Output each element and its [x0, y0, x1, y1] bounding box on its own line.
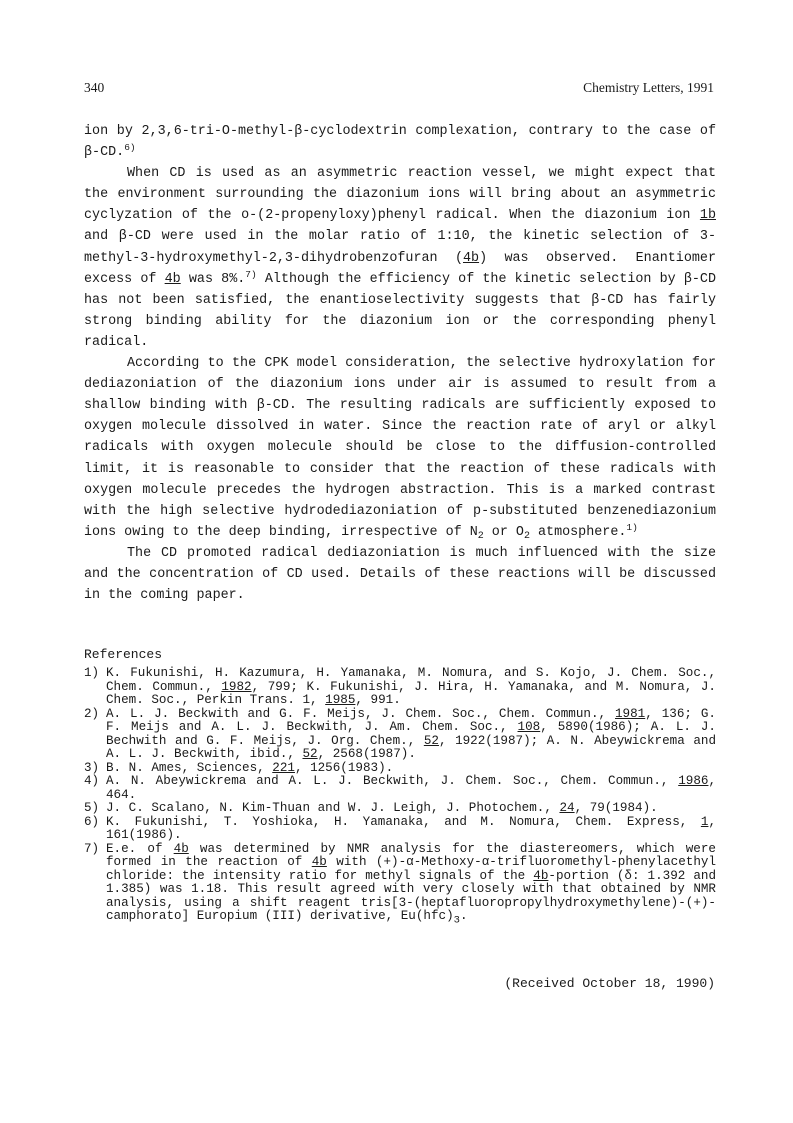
reference-text: , 79(1984).: [574, 801, 658, 815]
compound-label: 1b: [699, 208, 716, 224]
p2-text-e: ) was observed. Enantiomer excess of: [84, 250, 716, 287]
subscript: 2: [523, 530, 530, 542]
reference-text: was determined by NMR analysis for the diastereomers, which were formed in the reaction of: [106, 841, 716, 869]
compound-label: 4b: [462, 250, 480, 266]
reference-volume: 24: [559, 801, 575, 815]
reference-volume: 108: [517, 720, 541, 734]
reference-text: , 799; K. Fukunishi, J. Hira, H. Yamanaka, and M. Nomura, J. Chem. Soc., Perkin Trans. 1,: [106, 679, 716, 707]
compound-label: 4b: [311, 855, 327, 869]
reference-text: -portion (δ: 1.392 and 1.385) was 1.18. This result agreed with very closely with that obtained by NMR analysis, using a shift reagent tris[3-(heptafluoropropylhydroxymethylene)-(+)-camphorato] Europium (III) derivative, Eu(hfc): [106, 868, 716, 923]
reference-number: 2): [84, 706, 100, 721]
reference-item: [84, 667, 716, 708]
paragraph-1: [84, 121, 716, 163]
citation-6: 6): [124, 142, 136, 154]
reference-year: 1986: [678, 774, 709, 788]
reference-item: [84, 816, 716, 843]
compound-label: 4b: [164, 271, 181, 287]
reference-number: 6): [84, 814, 100, 829]
p2-text-g: was 8%.: [180, 271, 246, 287]
article-body: [84, 121, 716, 606]
reference-number: 7): [84, 841, 100, 856]
p3-text-c: atmosphere.: [529, 524, 627, 540]
citation-1: 1): [626, 521, 638, 533]
p3-text-b: or O: [483, 524, 524, 540]
reference-text: E.e. of: [106, 841, 174, 856]
reference-text: , 161(1986).: [106, 814, 716, 842]
reference-number: 4): [84, 774, 100, 788]
reference-text: A. N. Abeywickrema and A. L. J. Beckwith, J. Chem. Soc., Chem. Commun.,: [106, 774, 679, 788]
reference-text: J. C. Scalano, N. Kim-Thuan and W. J. Leigh, J. Photochem.,: [106, 801, 560, 815]
reference-text: , 5890(1986); A. L. J. Bechwith and G. F. Meijs, J. Org. Chem.,: [106, 720, 716, 748]
reference-text: B. N. Ames, Sciences,: [106, 760, 273, 775]
p3-text-a: According to the CPK model consideration, the selective hydroxylation for dediazoniation of the diazonium ions under air is assumed to result from a shallow binding with β-CD. The resulting radicals are sufficiently exposed to oxygen molecule dissolved in water. Since the reaction rate of aryl or alkyl radicals with oxygen molecule should be close to the diffusion-controlled limit, it is reasonable to consider that the reaction of these radicals with oxygen molecule precedes the hydrogen abstraction. This is a marked contrast with the high selective hydrodediazoniation of p-substituted benzenediazonium ions owing to the deep binding, irrespective of N: [84, 356, 716, 540]
citation-7: 7): [245, 268, 257, 280]
reference-volume: 52: [423, 733, 439, 748]
paragraph-2: [84, 163, 716, 353]
p2-text-c: and β-CD were used in the molar ratio of 1:10, the kinetic selection of 3-methyl-3-hydroxymethyl-2,3-dihydrobenzofuran (: [84, 229, 716, 266]
reference-volume: 1: [700, 814, 709, 829]
reference-item: [84, 802, 716, 816]
subscript: 3: [453, 914, 460, 927]
reference-text: K. Fukunishi, H. Kazumura, H. Yamanaka, M. Nomura, and S. Kojo, J. Chem. Soc., Chem. Commun.,: [106, 666, 716, 694]
reference-volume: 52: [302, 747, 318, 761]
journal-title: Chemistry Letters, 1991: [583, 80, 714, 95]
reference-text: , 2568(1987).: [317, 747, 416, 761]
reference-year: 1985: [325, 693, 356, 707]
reference-item: [84, 843, 716, 929]
paragraph-3: [84, 353, 716, 543]
reference-number: 5): [84, 801, 100, 815]
reference-number: 1): [84, 666, 100, 680]
compound-label: 4b: [173, 841, 189, 856]
reference-item: [84, 762, 716, 776]
reference-text: , 991.: [355, 693, 401, 707]
p2-text-h: Although the efficiency of the kinetic selection by β-CD has not been satisfied, the enantioselectivity suggests that β-CD has fairly strong binding ability for the diazonium ion or the corresponding phenyl radical.: [84, 271, 716, 350]
reference-list: [84, 667, 716, 928]
references-heading: References: [84, 647, 163, 662]
reference-text: .: [459, 909, 468, 923]
compound-label: 4b: [533, 868, 549, 883]
reference-text: , 1922(1987); A. N. Abeywickrema and A. L. J. Beckwith, ibid.,: [106, 733, 716, 761]
paragraph-4: The CD promoted radical dediazoniation is much influenced with the size and the concentration of CD used. Details of these reactions will be discussed in the coming paper.: [84, 545, 716, 604]
reference-text: with (+)-α-Methoxy-α-trifluoromethyl-phenylacethyl chloride: the intensity ratio for methyl signals of the: [106, 855, 717, 883]
p2-text-a: When CD is used as an asymmetric reaction vessel, we might expect that the environment surrounding the diazonium ions will bring about an asymmetric cyclyzation of the o-(2-propenyloxy)phenyl radical. When the diazonium ion: [84, 166, 716, 224]
reference-text: , 464.: [106, 774, 716, 802]
paragraph-1-text: ion by 2,3,6-tri-O-methyl-β-cyclodextrin complexation, contrary to the case of β-CD.: [84, 124, 716, 161]
subscript: 2: [477, 530, 484, 542]
reference-text: A. L. J. Beckwith and G. F. Meijs, J. Chem. Soc., Chem. Commun.,: [106, 706, 615, 721]
page-number: 340: [84, 80, 105, 95]
reference-year: 1982: [221, 679, 252, 694]
reference-text: , 1256(1983).: [294, 760, 394, 775]
reference-text: , 136; G. F. Meijs and A. L. J. Beckwith, J. Am. Chem. Soc.,: [106, 706, 716, 734]
reference-item: [84, 708, 716, 762]
page-header: [84, 80, 714, 98]
reference-volume: 221: [272, 760, 295, 775]
reference-year: 1981: [615, 706, 646, 721]
reference-text: K. Fukunishi, T. Yoshioka, H. Yamanaka, and M. Nomura, Chem. Express,: [106, 814, 701, 829]
received-date: (Received October 18, 1990): [504, 976, 715, 991]
reference-number: 3): [84, 760, 100, 775]
reference-item: [84, 775, 716, 802]
